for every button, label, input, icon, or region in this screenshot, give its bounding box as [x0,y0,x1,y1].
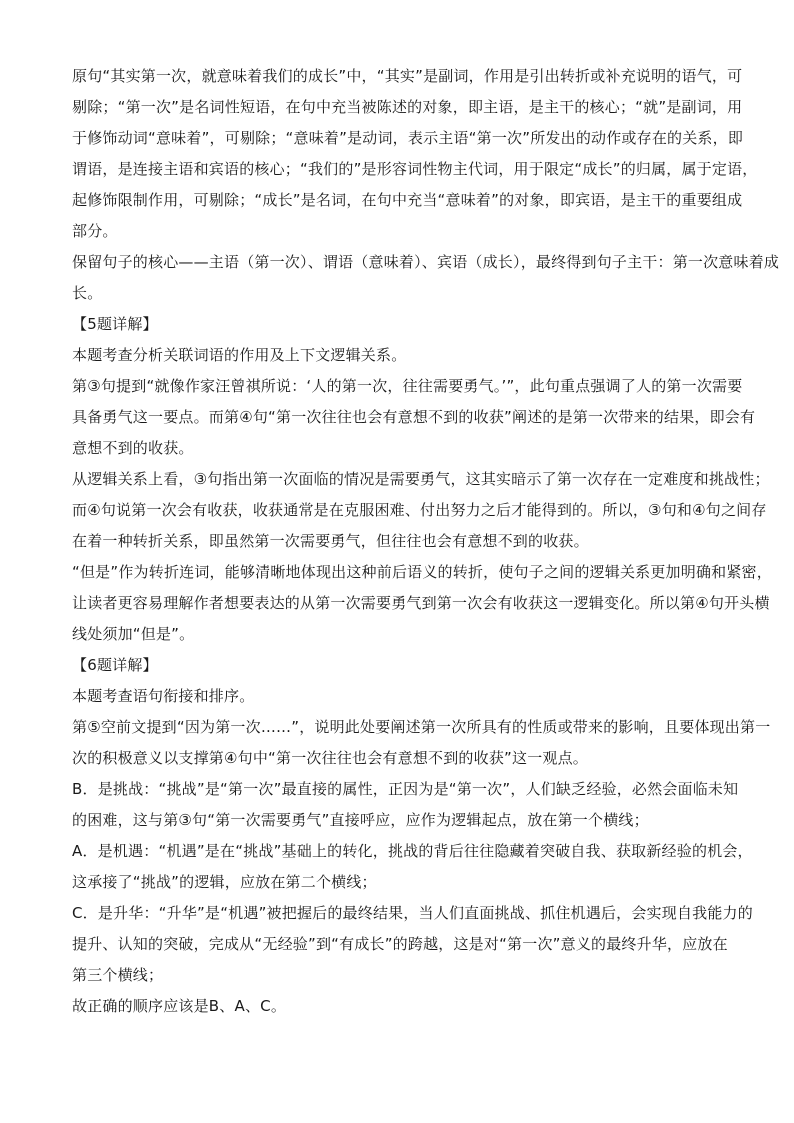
text-line: 本题考查语句衔接和排序。 [72,687,255,705]
text-line: 从逻辑关系上看，③句指出第一次面临的情况是需要勇气，这其实暗示了第一次存在一定难度和挑战性； [72,470,770,488]
text-line: 而④句说第一次会有收获，收获通常是在克服困难、付出努力之后才能得到的。所以，③句和④句之间存 [72,501,767,519]
text-line: 次的积极意义以支撑第④句中“第一次往往也会有意想不到的收获”这一观点。 [72,749,588,767]
text-line: 起修饰限制作用，可剔除；“成长”是名词，在句中充当“意味着”的对象，即宾语，是主干的重要组成 [72,191,743,209]
text-line: 第⑤空前文提到“因为第一次……”，说明此处要阐述第一次所具有的性质或带来的影响，且要体现出第一 [72,718,771,736]
text-line: 意想不到的收获。 [72,439,194,457]
text-line: 第③句提到“就像作家汪曾祺所说：‘人的第一次，往往需要勇气。’”，此句重点强调了人的第一次需要 [72,377,743,395]
text-line: 具备勇气这一要点。而第④句“第一次往往也会有意想不到的收获”阐述的是第一次带来的结果，即会有 [72,408,756,426]
section-heading: 【6题详解】 [72,656,158,674]
text-line: 谓语，是连接主语和宾语的核心；“我们的”是形容词性物主代词，用于限定“成长”的归属，属于定语， [72,160,758,178]
text-line: “但是”作为转折连词，能够清晰地体现出这种前后语义的转折，使句子之间的逻辑关系更加明确和紧密， [72,563,772,581]
text-line: B．是挑战：“挑战”是“第一次”最直接的属性，正因为是“第一次”，人们缺乏经验，必然会面临未知 [72,780,739,798]
document-body [72,63,780,1020]
text-line: A．是机遇：“机遇”是在“挑战”基础上的转化，挑战的背后往往隐藏着突破自我、获取新经验的机会， [72,842,753,860]
text-line: 部分。 [72,222,118,240]
text-line: 第三个横线； [72,966,164,984]
text-line: 的困难，这与第③句“第一次需要勇气”直接呼应，应作为逻辑起点，放在第一个横线； [72,811,649,829]
text-line: 保留句子的核心——主语（第一次）、谓语（意味着）、宾语（成长），最终得到句子主干：第一次意味着成 [72,253,780,271]
text-line: 线处须加“但是”。 [72,625,195,643]
text-line: 提升、认知的突破，完成从“无经验”到“有成长”的跨越，这是对“第一次”意义的最终升华，应放在 [72,935,728,953]
text-line: 这承接了“挑战”的逻辑，应放在第二个横线； [72,873,377,891]
text-line: 剔除；“第一次”是名词性短语，在句中充当被陈述的对象，即主语，是主干的核心；“就”是副词，用 [72,98,743,116]
section-heading: 【5题详解】 [72,315,158,333]
text-line: 原句“其实第一次，就意味着我们的成长”中，“其实”是副词，作用是引出转折或补充说明的语气，可 [72,67,743,85]
text-line: 于修饰动词“意味着”，可剔除；“意味着”是动词，表示主语“第一次”所发出的动作或存在的关系，即 [72,129,744,147]
text-line: 让读者更容易理解作者想要表达的从第一次需要勇气到第一次会有收获这一逻辑变化。所以第④句开头横 [72,594,770,612]
text-line: 在着一种转折关系，即虽然第一次需要勇气，但往往也会有意想不到的收获。 [72,532,589,550]
text-line: 本题考查分析关联词语的作用及上下文逻辑关系。 [72,346,407,364]
text-line: C．是升华：“升华”是“机遇”被把握后的最终结果，当人们直面挑战、抓住机遇后，会实现自我能力的 [72,904,753,922]
text-line: 长。 [72,284,103,302]
text-line: 故正确的顺序应该是B、A、C。 [72,997,287,1015]
